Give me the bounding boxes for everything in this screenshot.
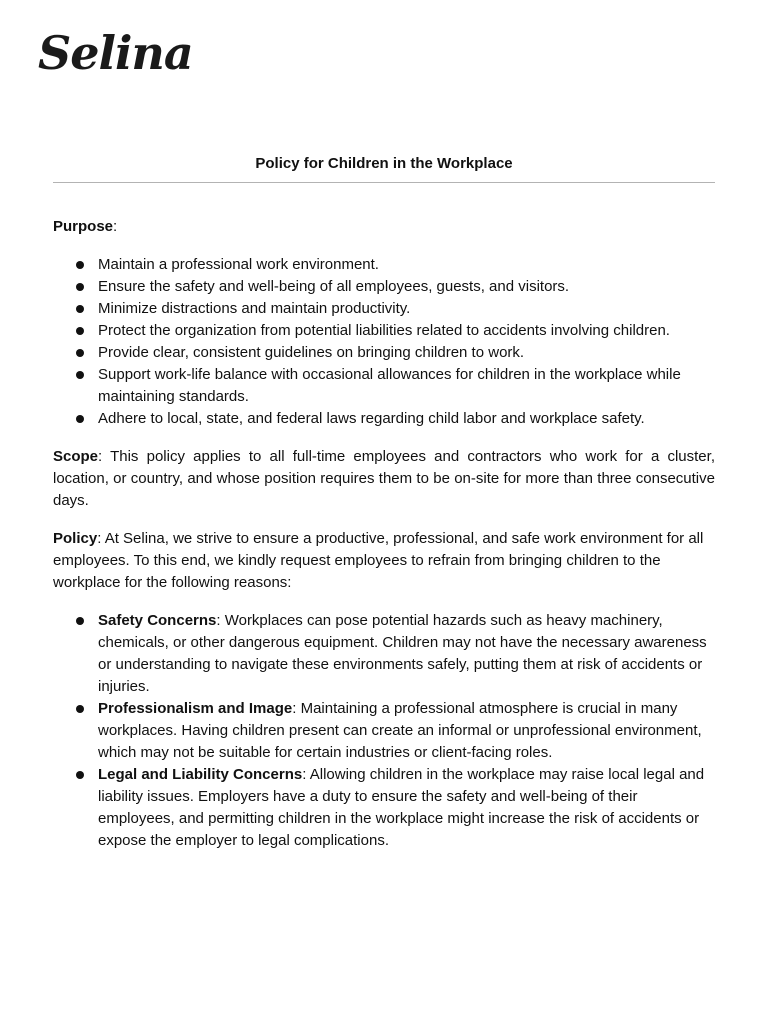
list-item-text: Adhere to local, state, and federal laws regarding child labor and workplace safety. [98, 410, 645, 427]
bullet-icon [76, 283, 84, 291]
list-item [53, 298, 715, 320]
reason-text: : Maintaining a professional atmosphere is crucial in many workplaces. Having children present can create an informal or unprofessional environment, which may not be suitable for certain industries or client-facing roles. [98, 700, 702, 761]
reasons-list [53, 610, 715, 852]
document-body [53, 216, 715, 868]
list-item [53, 364, 715, 408]
purpose-label: Purpose [53, 218, 114, 235]
list-item [53, 764, 715, 852]
list-item-text: Protect the organization from potential liabilities related to accidents involving children. [98, 322, 670, 339]
purpose-heading [53, 216, 715, 238]
list-item-text: Provide clear, consistent guidelines on bringing children to work. [98, 344, 525, 361]
policy-text: : At Selina, we strive to ensure a productive, professional, and safe work environment for all employees. To this end, we kindly request employees to refrain from bringing children to the workplace for the following reasons: [53, 530, 704, 591]
list-item [53, 276, 715, 298]
bullet-icon [76, 327, 84, 335]
title-divider [53, 182, 715, 183]
reason-text: : Allowing children in the workplace may raise local legal and liability issues. Employers have a duty to ensure the safety and well-being of their employees, and permitting children in the workplace might increase the risk of accidents or expose the employer to legal complications. [98, 766, 705, 849]
reason-label: Professionalism and Image [98, 700, 293, 717]
bullet-icon [76, 349, 84, 357]
document-title: Policy for Children in the Workplace [255, 155, 513, 172]
list-item [53, 698, 715, 764]
scope-paragraph [53, 446, 715, 512]
policy-label: Policy [53, 530, 98, 547]
policy-paragraph [53, 528, 715, 594]
bullet-icon [76, 771, 84, 779]
bullet-icon [76, 705, 84, 713]
purpose-colon: : [113, 218, 118, 235]
selina-logo: Selina [38, 26, 193, 80]
purpose-list [53, 254, 715, 430]
bullet-icon [76, 371, 84, 379]
list-item [53, 254, 715, 276]
bullet-icon [76, 617, 84, 625]
bullet-icon [76, 305, 84, 313]
list-item [53, 408, 715, 430]
reason-label: Safety Concerns [98, 612, 217, 629]
reason-text: : Workplaces can pose potential hazards such as heavy machinery, chemicals, or other dangerous equipment. Children may not have the necessary awareness or understanding to navigate these environments safely, putting them at risk of accidents or injuries. [98, 612, 707, 695]
list-item-text: Ensure the safety and well-being of all employees, guests, and visitors. [98, 278, 570, 295]
list-item-text: Maintain a professional work environment. [98, 256, 379, 273]
list-item [53, 342, 715, 364]
list-item-text: Support work-life balance with occasional allowances for children in the workplace while maintaining standards. [98, 366, 681, 405]
list-item-text: Minimize distractions and maintain productivity. [98, 300, 411, 317]
list-item [53, 610, 715, 698]
scope-text: : This policy applies to all full-time employees and contractors who work for a cluster, location, or country, and whose position requires them to be on-site for more than three consecutive days. [53, 448, 715, 509]
bullet-icon [76, 415, 84, 423]
scope-label: Scope [53, 448, 99, 465]
list-item [53, 320, 715, 342]
bullet-icon [76, 261, 84, 269]
reason-label: Legal and Liability Concerns [98, 766, 303, 783]
